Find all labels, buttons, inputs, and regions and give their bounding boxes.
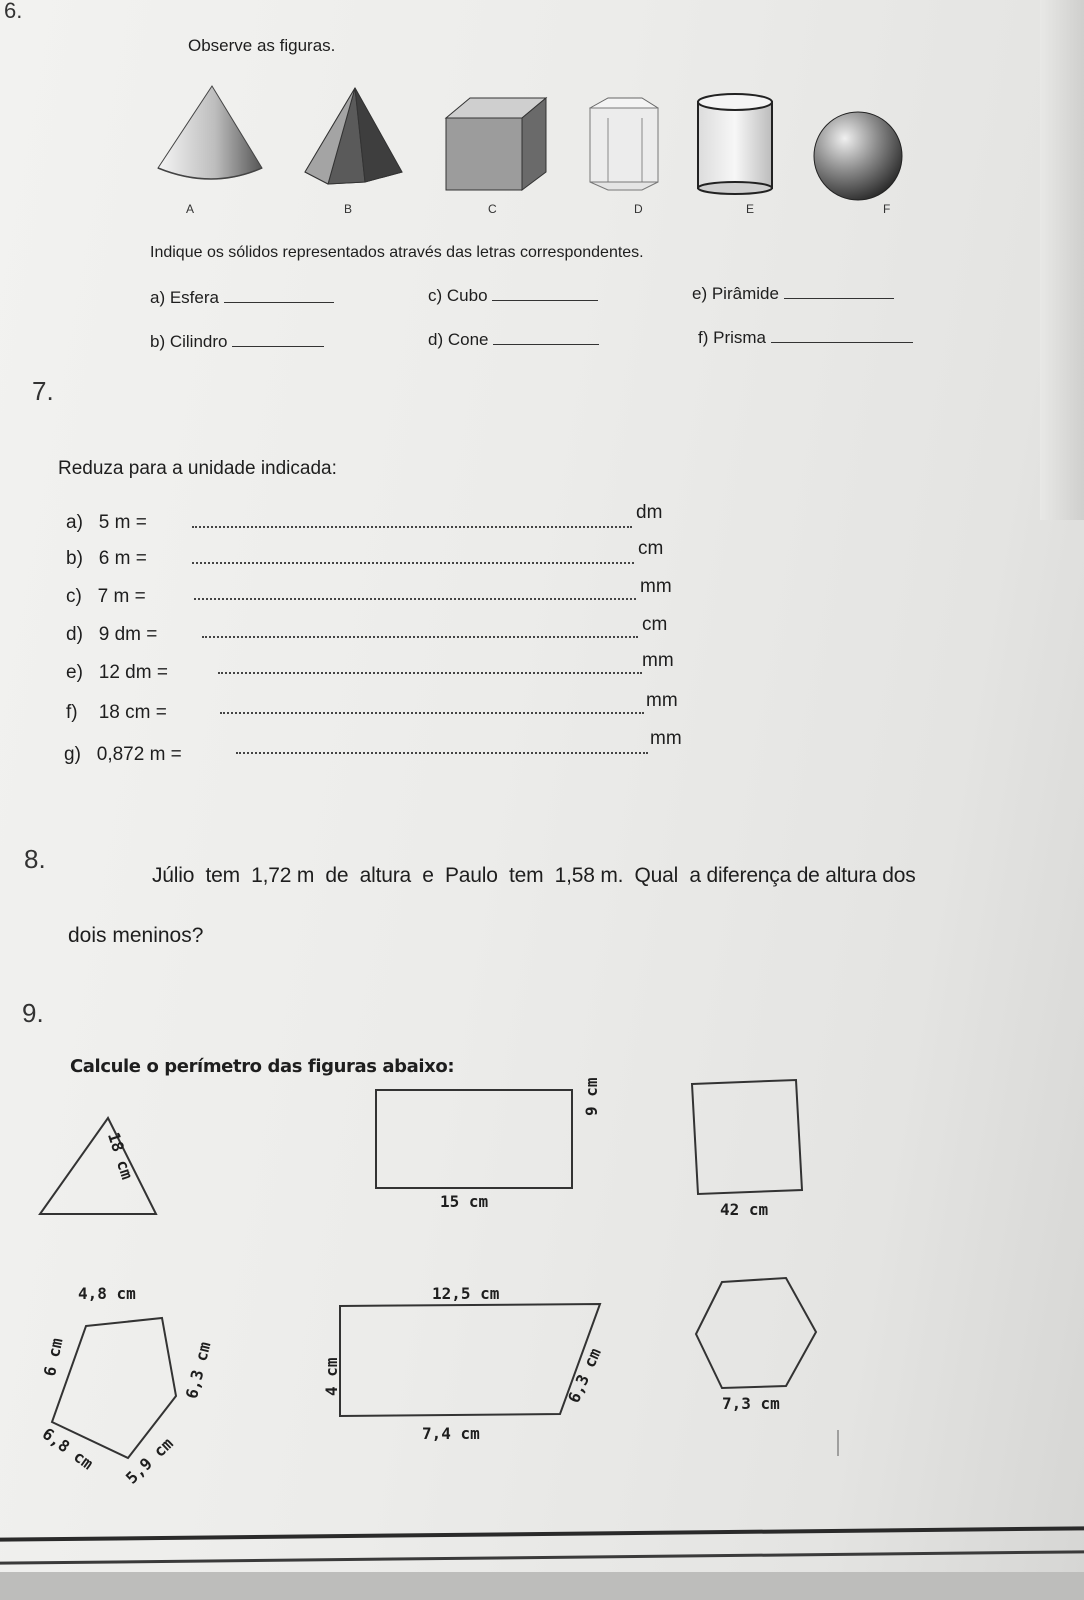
desk-surface [0, 1572, 1084, 1600]
trapezoid-right-label: 6,3 cm [564, 1345, 605, 1406]
question-6-instruction: Indique os sólidos representados através das letras correspondentes. [150, 244, 644, 261]
question-8-line-2: dois meninos? [68, 924, 204, 947]
prism-figure [590, 98, 658, 190]
question-8-line-1: Júlio tem 1,72 m de altura e Paulo tem 1,58 m. Qual a diferença de altura dos [152, 864, 916, 887]
solids-figures [150, 80, 930, 210]
item-esfera: a) Esfera [150, 288, 334, 308]
cone-figure [158, 86, 262, 179]
trapezoid-figure [340, 1304, 600, 1416]
question-9-number: 9. [22, 998, 44, 1028]
q7-row-d: d) 9 dm = [66, 624, 158, 645]
answer-line-b[interactable] [192, 562, 634, 564]
answer-line-f[interactable] [220, 712, 644, 714]
trapezoid-top-label: 12,5 cm [432, 1284, 500, 1303]
question-9-instruction: Calcule o perímetro das figuras abaixo: [70, 1056, 455, 1077]
q7-row-e: e) 12 dm = [66, 662, 168, 683]
rectangle-height-label: 9 cm [582, 1077, 601, 1116]
unit-a: dm [636, 502, 663, 523]
unit-b: cm [638, 538, 664, 559]
q7-row-b: b) 6 m = [66, 548, 147, 569]
triangle-side-label: 18 cm [103, 1130, 137, 1182]
hexagon-side-label: 7,3 cm [722, 1394, 780, 1413]
answer-line-c[interactable] [194, 598, 636, 600]
trapezoid-left-label: 4 cm [322, 1357, 341, 1396]
answer-line-g[interactable] [236, 752, 648, 754]
sphere-figure [814, 112, 902, 200]
answer-line-a[interactable] [192, 526, 632, 528]
pyramid-figure [305, 88, 402, 184]
perimeter-figures [0, 1070, 1084, 1470]
square-side-label: 42 cm [720, 1200, 769, 1219]
question-6-intro: Observe as figuras. [188, 36, 336, 55]
q7-row-a: a) 5 m = [66, 512, 147, 533]
square-figure [692, 1080, 802, 1194]
trapezoid-bottom-label: 7,4 cm [422, 1424, 480, 1443]
pentagon-bottom-left-label: 6,8 cm [38, 1424, 97, 1474]
label-e: E [746, 202, 755, 216]
rectangle-width-label: 15 cm [440, 1192, 489, 1211]
hexagon-figure [696, 1278, 816, 1388]
q7-row-c: c) 7 m = [66, 586, 146, 607]
page-edge-shadow [1040, 0, 1084, 520]
unit-f: mm [646, 690, 678, 711]
cube-figure [446, 98, 546, 190]
unit-e: mm [642, 650, 674, 671]
question-8-number: 8. [24, 844, 46, 874]
q7-row-f: f) 18 cm = [66, 702, 167, 723]
item-cilindro: b) Cilindro [150, 332, 324, 352]
item-cubo: c) Cubo [428, 286, 598, 306]
pentagon-figure [52, 1318, 176, 1458]
question-6-number: 6. [4, 0, 23, 23]
pentagon-left-label: 6 cm [40, 1336, 67, 1378]
unit-d: cm [642, 614, 668, 635]
label-f: F [883, 202, 891, 216]
item-cone: d) Cone [428, 330, 599, 350]
triangle-figure [40, 1118, 156, 1214]
unit-g: mm [650, 728, 682, 749]
cylinder-figure [698, 94, 772, 194]
label-a: A [186, 202, 195, 216]
label-d: D [634, 202, 643, 216]
pentagon-top-label: 4,8 cm [78, 1284, 136, 1303]
item-piramide: e) Pirâmide [692, 284, 894, 304]
rectangle-figure [376, 1090, 572, 1188]
label-b: B [344, 202, 353, 216]
pentagon-bottom-right-label: 5,9 cm [122, 1433, 177, 1488]
item-prisma: f) Prisma [698, 328, 913, 348]
q7-row-g: g) 0,872 m = [64, 744, 182, 765]
pentagon-right-label: 6,3 cm [182, 1339, 215, 1401]
answer-line-d[interactable] [202, 636, 638, 638]
unit-c: mm [640, 576, 672, 597]
question-7-instruction: Reduza para a unidade indicada: [58, 458, 337, 479]
label-c: C [488, 202, 497, 216]
answer-line-e[interactable] [218, 672, 642, 674]
question-7-number: 7. [32, 376, 54, 406]
